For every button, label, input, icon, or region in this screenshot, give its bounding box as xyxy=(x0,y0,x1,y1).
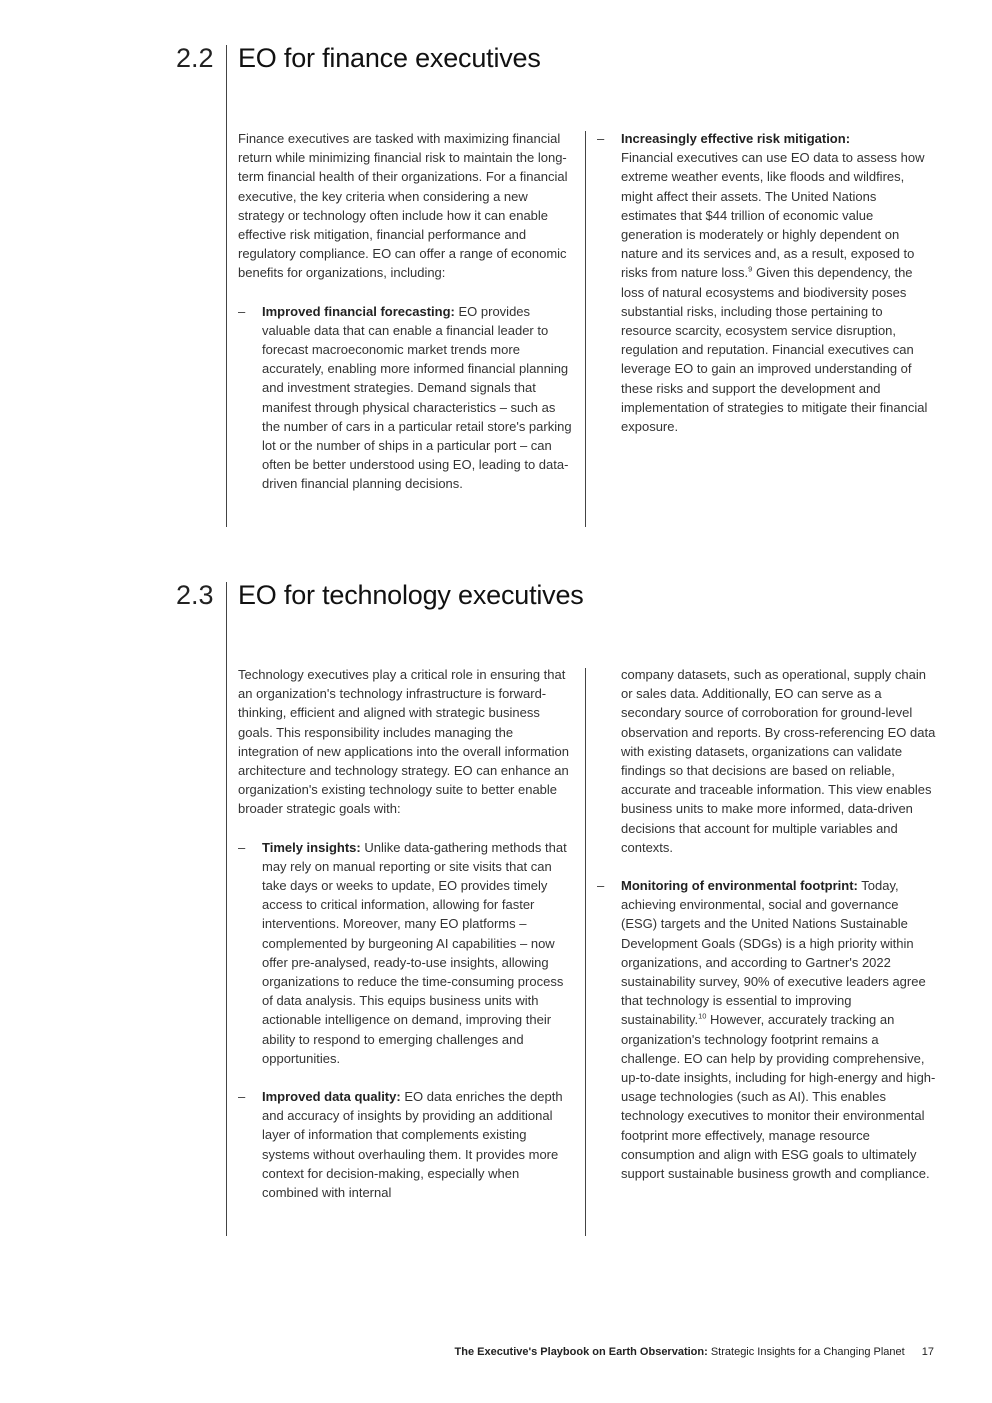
footnote-marker: 10 xyxy=(698,1012,707,1022)
bullet-text: Today, achieving environmental, social and governance (ESG) targets and the United Nations Sustainable Development Goals (SDGs) is a high priority within organizations, and according to Gartner's 2022 sustainability survey, 90% of executive leaders agree that technology is essential to improving sustainability. xyxy=(621,878,926,1028)
right-column xyxy=(597,665,937,1183)
left-column xyxy=(238,129,573,494)
bullet-dash: – xyxy=(238,839,246,855)
intro-paragraph: Finance executives are tasked with maximizing financial return while minimizing financial risk to maintain the long-term financial health of their organizations. For a financial executive, the key criteria when considering a new strategy or technology often include how it can enable effective risk mitigation, financial performance and regulatory compliance. EO can offer a range of economic benefits for organizations, including: xyxy=(238,131,568,281)
bullet-dash: – xyxy=(238,303,246,319)
bullet-title: Improved data quality: xyxy=(262,1089,401,1105)
bullet-title: Timely insights: xyxy=(262,839,361,855)
list-item xyxy=(238,1087,576,1202)
column-divider-line xyxy=(585,668,586,1236)
footnote-marker: 9 xyxy=(748,265,753,275)
bullet-text: Financial executives can use EO data to assess how extreme weather events, like floods and wildfires, might affect their assets. The United Nations estimates that $44 trillion of economic value generation is moderately or highly dependent on nature and its services and, as a result, exposed to risks from nature loss. xyxy=(621,150,925,281)
section-title: EO for finance executives xyxy=(238,43,541,73)
bullet-text: Unlike data-gathering methods that may rely on manual reporting or site visits that can take days or weeks to update, EO provides timely access to critical information, allowing for faster interventions. Moreover, many EO platforms – complemented by burgeoning AI capabilities – now offer pre-analysed, ready-to-use insights, allowing organizations to reduce the time-consuming process of data analysis. This equips business units with actionable intelligence on demand, improving their ability to respond to emerging challenges and opportunities. xyxy=(262,839,567,1066)
bullet-dash: – xyxy=(597,878,605,894)
page-footer xyxy=(455,1346,934,1358)
section-number: 2.3 xyxy=(176,580,214,610)
footer-title-bold: The Executive's Playbook on Earth Observation: xyxy=(454,1346,708,1358)
bullet-title: Improved financial forecasting: xyxy=(262,303,455,319)
page-number: 17 xyxy=(921,1346,934,1358)
list-item xyxy=(597,129,935,436)
continued-paragraph: company datasets, such as operational, supply chain or sales data. Additionally, EO can serve as a secondary source of corroboration for ground-level observation and reports. By cross-referencing EO data with existing datasets, organizations can validate findings so that decisions are based on reliable, accurate and traceable information. This view enables business units to make more informed, data-driven decisions that account for multiple variables and contexts. xyxy=(621,667,936,855)
list-item xyxy=(238,838,576,1068)
section-divider-line xyxy=(226,45,227,527)
bullet-text: However, accurately tracking an organization's technology footprint remains a challenge. EO can help by providing comprehensive, up-to-date insights, including for high-energy and high-usage technologies (such as AI). This enables technology executives to monitor their environmental footprint more effectively, manage resource consumption and align with ESG goals to ultimately support sustainable business growth and compliance. xyxy=(621,1012,936,1182)
section-title: EO for technology executives xyxy=(238,580,584,610)
footer-title-rest: Strategic Insights for a Changing Planet xyxy=(710,1346,905,1358)
intro-paragraph: Technology executives play a critical role in ensuring that an organization's technology infrastructure is forward-thinking, efficient and aligned with strategic business goals. This responsibility includes managing the integration of new applications into the overall information architecture and technology strategy. EO can enhance an organization's existing technology suite to better enable broader strategic goals with: xyxy=(238,667,569,817)
bullet-text: EO provides valuable data that can enable a financial leader to forecast macroeconomic market trends more accurately, enabling more informed financial planning and investment strategies. Demand signals that manifest through physical characteristics – such as the number of cars in a particular retail store's parking lot or the number of ships in a particular port – can often be better understood using EO, leading to data-driven financial planning decisions. xyxy=(262,303,572,492)
column-divider-line xyxy=(585,131,586,527)
list-item xyxy=(597,876,937,1183)
list-item xyxy=(238,302,573,494)
bullet-title: Increasingly effective risk mitigation: xyxy=(621,131,851,146)
bullet-dash: – xyxy=(597,131,605,146)
section-divider-line xyxy=(226,582,227,1236)
bullet-text: Given this dependency, the loss of natural ecosystems and biodiversity poses substantial risks, including those pertaining to resource scarcity, ecosystem service disruption, regulation and reputation. Financial executives can leverage EO to gain an improved understanding of these risks and support the development and implementation of strategies to mitigate their financial exposure. xyxy=(621,265,928,435)
bullet-title: Monitoring of environmental footprint: xyxy=(621,878,858,894)
section-number: 2.2 xyxy=(176,43,214,73)
right-column xyxy=(597,129,935,436)
bullet-dash: – xyxy=(238,1089,246,1105)
left-column xyxy=(238,665,576,1202)
bullet-text: EO data enriches the depth and accuracy of insights by providing an additional layer of information that complements existing systems without overhauling them. It provides more context for decision-making, especially when combined with internal xyxy=(262,1089,563,1201)
